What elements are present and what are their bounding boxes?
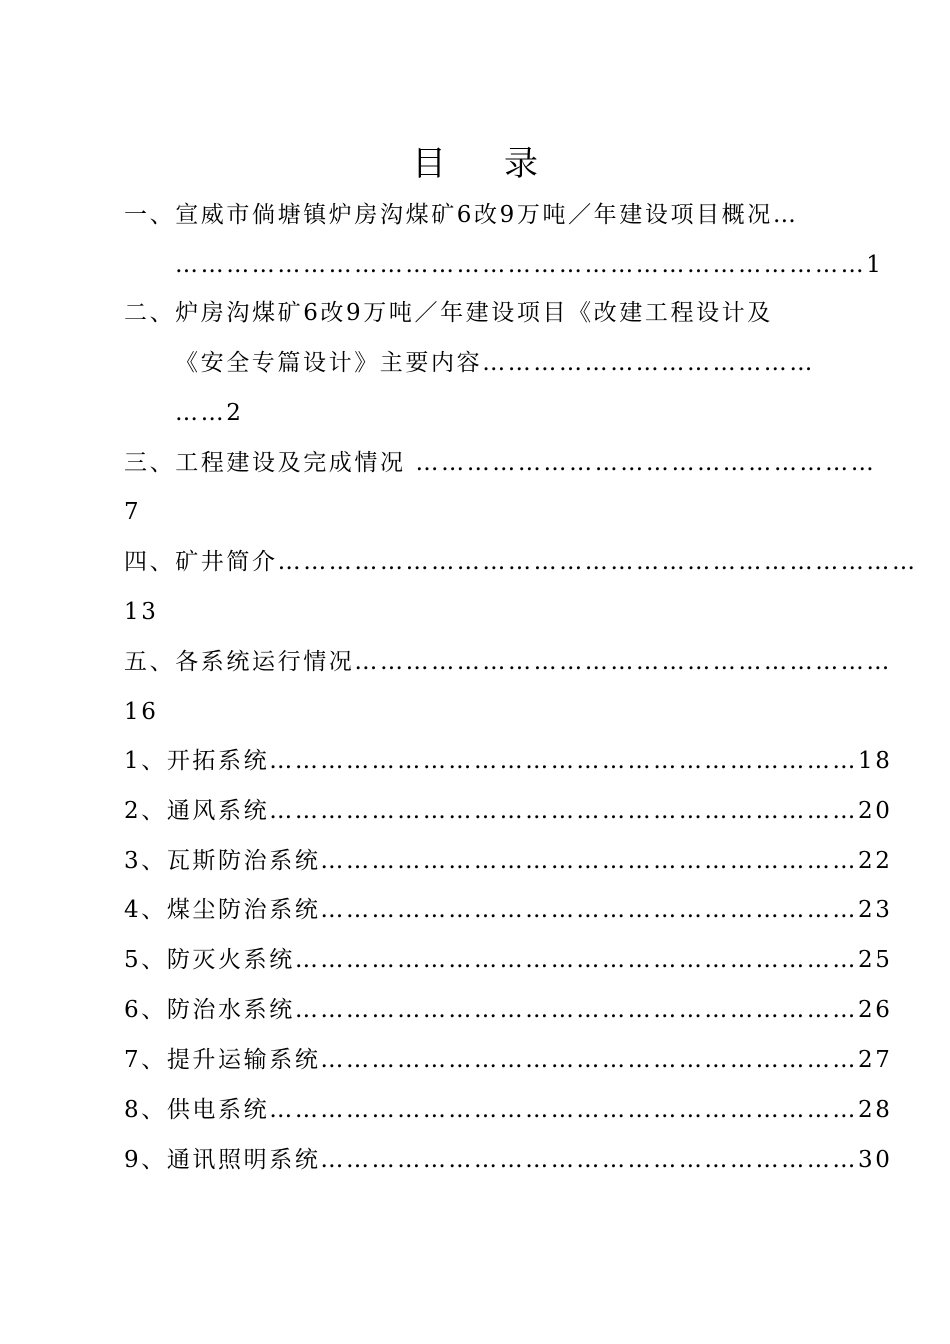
toc-entry-2-cont[interactable]: 《安全专篇设计》主要内容…………………………………: [175, 350, 815, 376]
toc-entry-3-page[interactable]: 7: [124, 499, 142, 525]
toc-entry-5-4[interactable]: 4、煤尘防治系统………………………………………………………23: [124, 897, 893, 923]
toc-entry-3[interactable]: 三、工程建设及完成情况 ………………………………………………: [124, 450, 877, 476]
toc-entry-5-6[interactable]: 6、防治水系统…………………………………………………………26: [124, 997, 893, 1023]
toc-entry-5-2[interactable]: 2、通风系统……………………………………………………………20: [124, 798, 893, 824]
toc-entry-5-9[interactable]: 9、通讯照明系统………………………………………………………30: [124, 1147, 893, 1173]
toc-entry-4[interactable]: 四、矿井简介…………………………………………………………………: [124, 549, 918, 575]
toc-entry-5-page[interactable]: 16: [124, 699, 159, 725]
toc-entry-5[interactable]: 五、各系统运行情况………………………………………………………: [124, 649, 892, 675]
toc-entry-5-8[interactable]: 8、供电系统……………………………………………………………28: [124, 1097, 893, 1123]
toc-entry-5-5[interactable]: 5、防灭火系统…………………………………………………………25: [124, 947, 893, 973]
toc-entry-2[interactable]: 二、炉房沟煤矿6改9万吨／年建设项目《改建工程设计及: [124, 300, 773, 326]
toc-entry-2-page[interactable]: ……2: [175, 400, 244, 426]
toc-entry-1[interactable]: 一、宣威市倘塘镇炉房沟煤矿6改9万吨／年建设项目概况…: [124, 202, 799, 228]
toc-entry-1-leader[interactable]: ………………………………………………………………………1: [175, 252, 884, 278]
page-title: [0, 141, 950, 187]
toc-entry-5-1[interactable]: 1、开拓系统……………………………………………………………18: [124, 748, 893, 774]
title-char-2: 录: [504, 144, 538, 184]
title-char-1: 目: [412, 144, 446, 184]
toc-entry-5-3[interactable]: 3、瓦斯防治系统………………………………………………………22: [124, 848, 893, 874]
toc-entry-5-7[interactable]: 7、提升运输系统………………………………………………………27: [124, 1047, 893, 1073]
toc-entry-4-page[interactable]: 13: [124, 599, 159, 625]
